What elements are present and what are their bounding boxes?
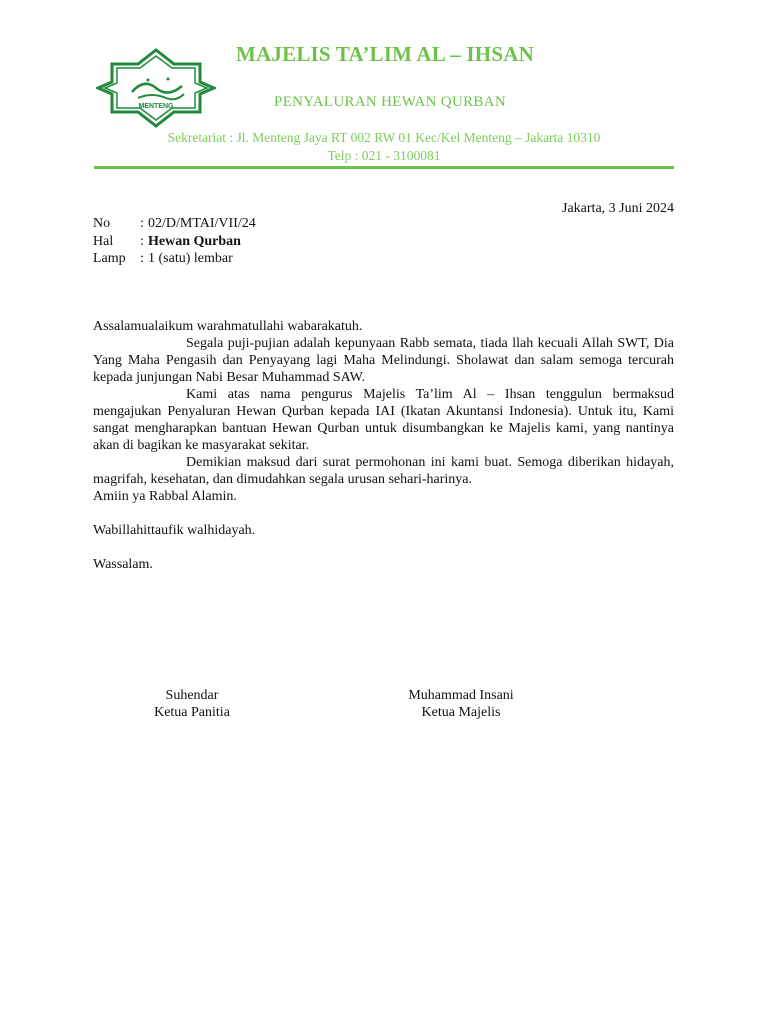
amen-line: Amiin ya Rabbal Alamin.: [93, 489, 237, 504]
meta-separator: :: [140, 234, 144, 249]
signature-block-committee: [122, 687, 262, 721]
signatory-title: Ketua Majelis: [421, 705, 501, 720]
meta-attachment-row: [93, 251, 233, 269]
meta-hal-value: Hewan Qurban: [148, 234, 241, 249]
paragraph-closing: Demikian maksud dari surat permohonan ini kami buat. Semoga diberikan hidayah, magrifah, kesehatan, dan dimudahkan segala urusan sehari-harinya.: [93, 455, 674, 487]
meta-hal-label: Hal: [93, 234, 114, 249]
meta-separator: :: [140, 251, 144, 266]
organization-name: MAJELIS TA’LIM AL – IHSAN: [236, 42, 534, 66]
meta-separator: :: [140, 216, 144, 231]
letterhead-contact: [94, 129, 674, 165]
closing-line-1: Wabillahittaufik walhidayah.: [93, 523, 256, 538]
phone-line: Telp : 021 - 3100081: [327, 148, 441, 163]
paragraph-request: Kami atas nama pengurus Majelis Ta’lim Al – Ihsan tenggulun bermaksud mengajukan Penyaluran Hewan Qurban kepada IAI (Ikatan Akuntansi Indonesia). Untuk itu, Kami sangat mengharapkan bantuan Hewan Qurban untuk disumbangkan ke Majelis kami, yang nantinya akan di bagikan ke masyarakat sekitar.: [93, 387, 674, 453]
meta-number-row: [93, 216, 256, 234]
letterhead-subtitle: PENYALURAN HEWAN QURBAN: [274, 94, 506, 110]
closing-line-2: Wassalam.: [93, 557, 153, 572]
meta-no-value: 02/D/MTAI/VII/24: [148, 216, 256, 231]
logo-label: MENTENG: [138, 103, 174, 110]
header-divider: [94, 166, 674, 169]
meta-lamp-value: 1 (satu) lembar: [148, 251, 233, 266]
meta-no-label: No: [93, 216, 111, 231]
address-line: Sekretariat : Jl. Menteng Jaya RT 002 RW 01 Kec/Kel Menteng – Jakarta 10310: [167, 130, 601, 145]
signatory-title: Ketua Panitia: [154, 705, 230, 720]
letter-body: [93, 318, 674, 573]
signature-block-chairman: [381, 687, 541, 721]
meta-subject-row: [93, 234, 241, 252]
signatory-name: Suhendar: [165, 688, 219, 703]
paragraph-praise: Segala puji-pujian adalah kepunyaan Rabb semata, tiada llah kecuali Allah SWT, Dia Yang Maha Pengasih dan Penyayang lagi Maha Melindungi. Sholawat dan salam semoga tercurah kepada junjungan Nabi Besar Muhammad SAW.: [93, 336, 674, 385]
greeting: Assalamualaikum warahmatullahi wabarakatuh.: [93, 319, 363, 334]
letter-date: Jakarta, 3 Juni 2024: [562, 201, 674, 216]
meta-lamp-label: Lamp: [93, 251, 126, 266]
signatory-name: Muhammad Insani: [408, 688, 514, 703]
